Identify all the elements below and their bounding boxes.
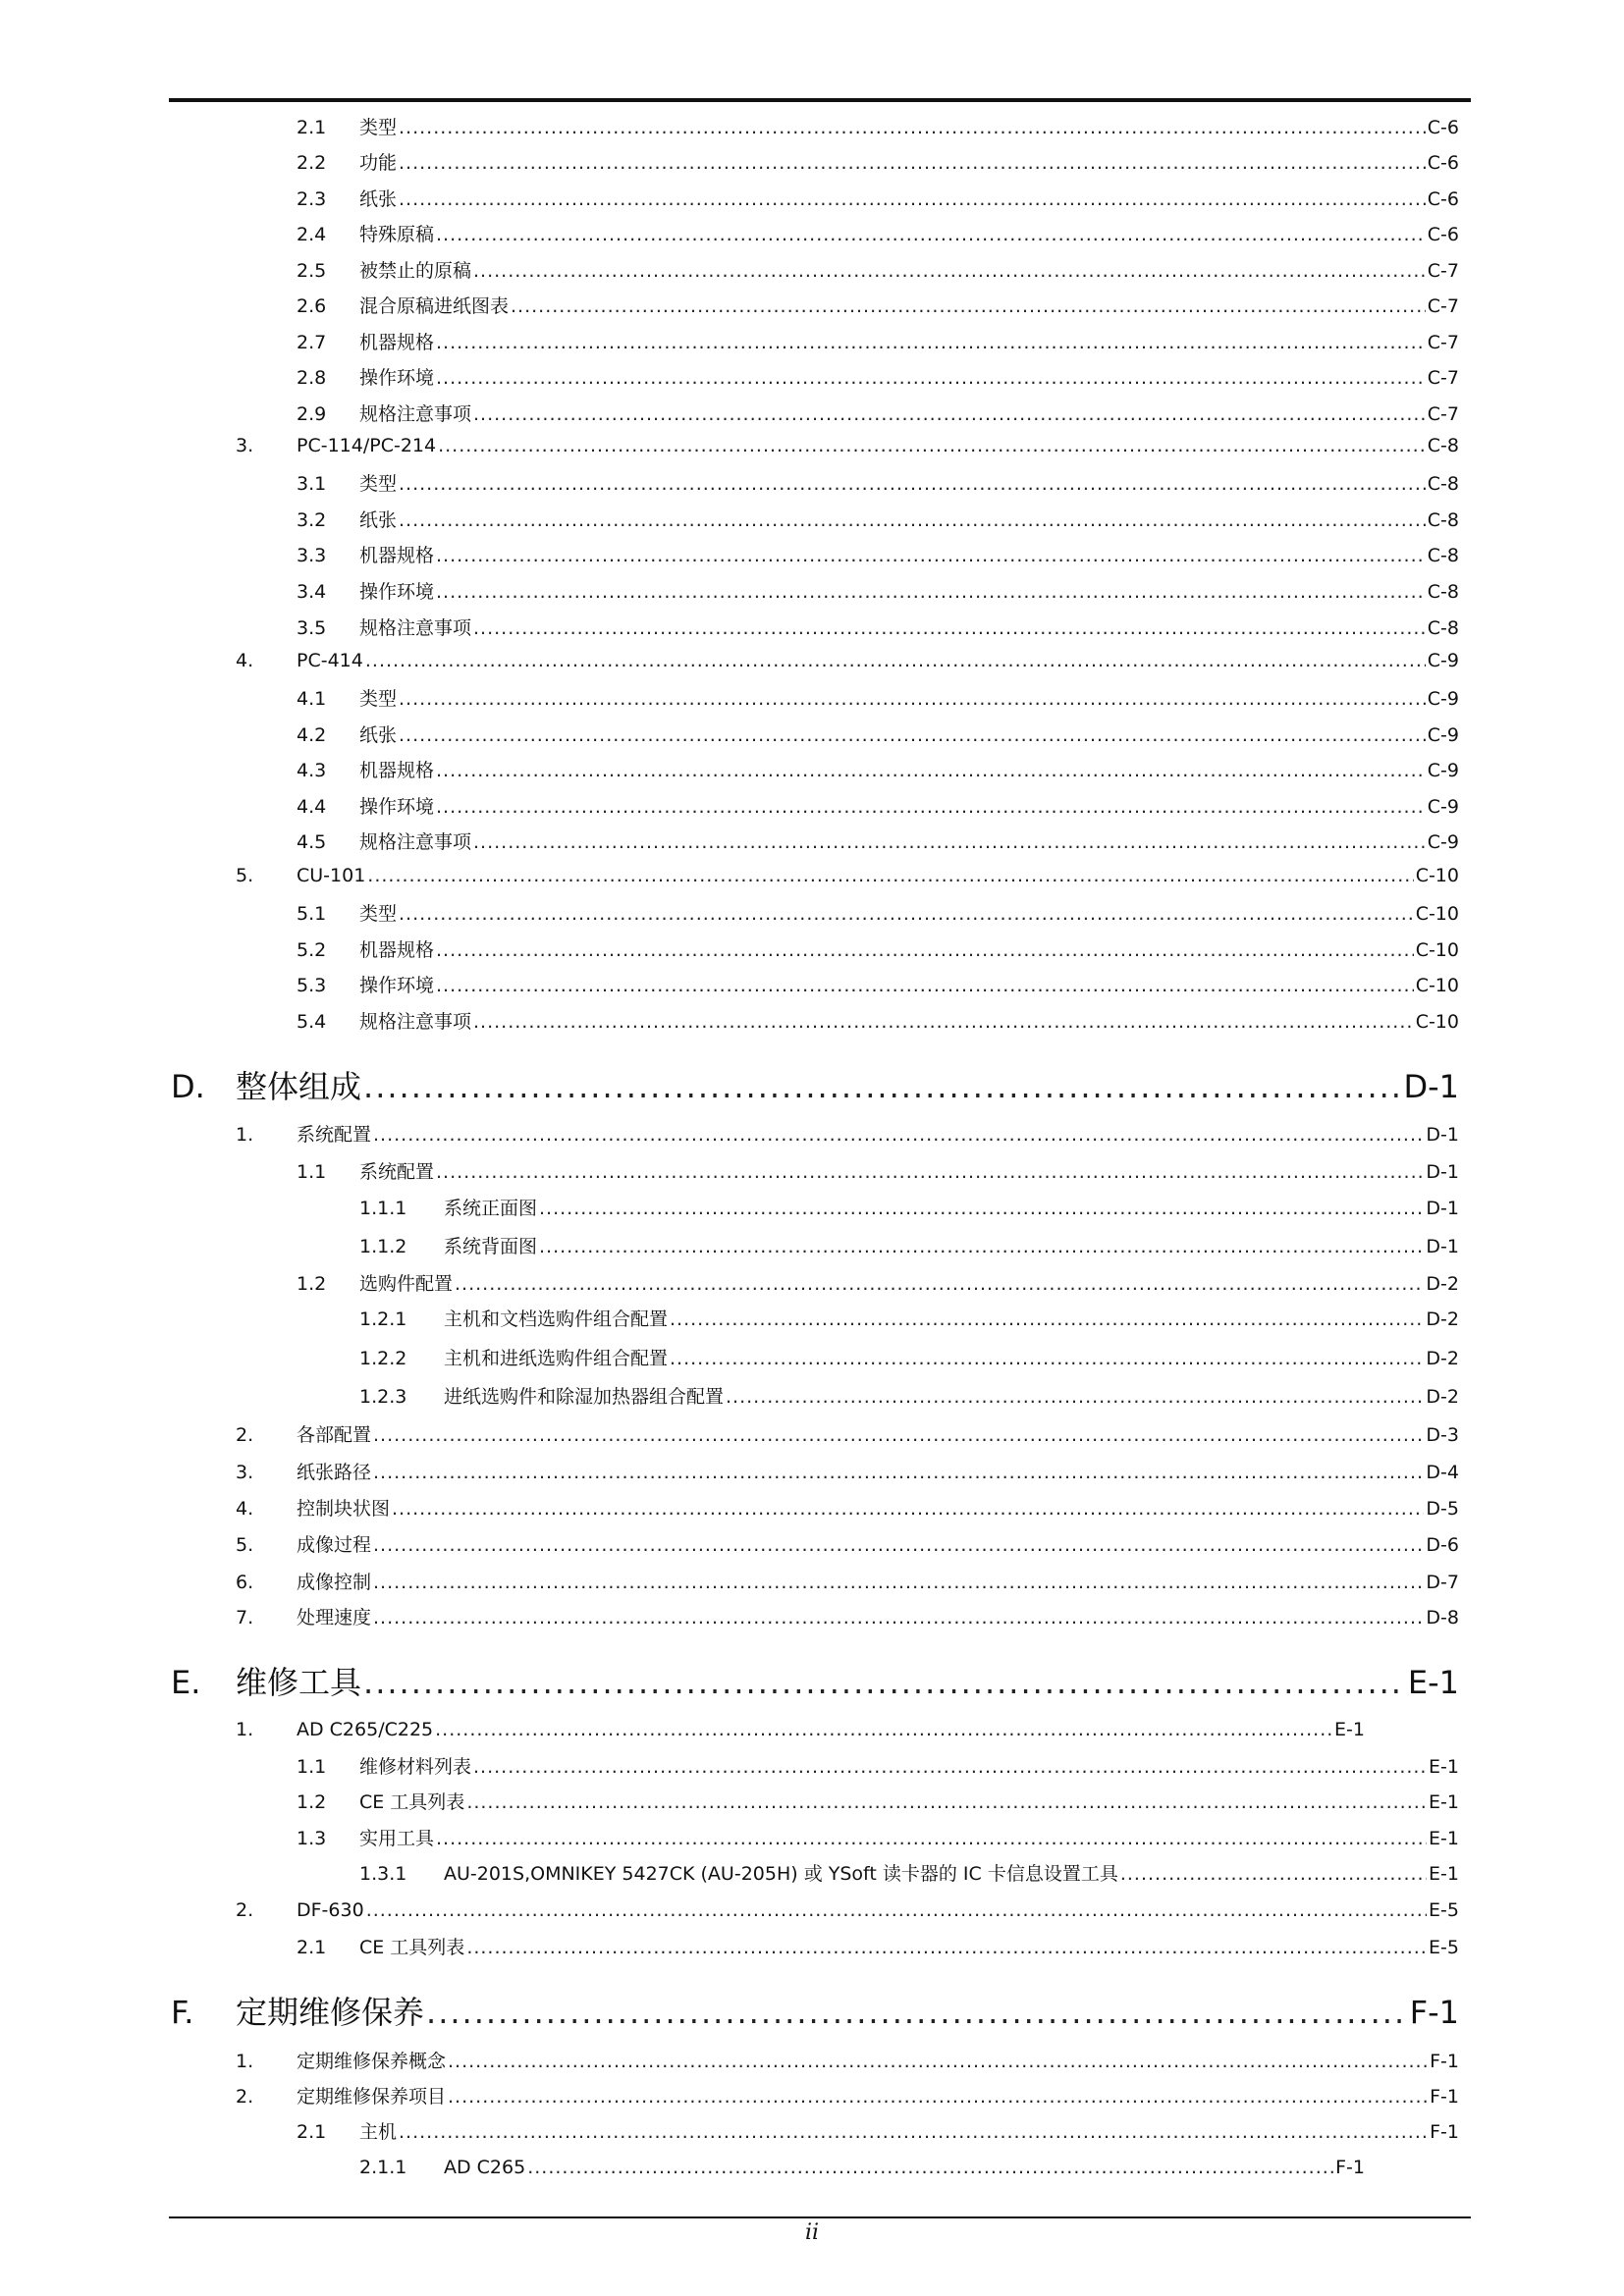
dot-leader [399,154,1426,173]
toc-entry-number: 1.2.3 [359,1386,407,1408]
dot-leader [426,1997,1408,2028]
toc-entry-page: F-1 [1430,2051,1459,2072]
toc-entry-page: C-9 [1427,796,1459,818]
toc-entry-title: 控制块状图 [297,1498,391,1520]
toc-entry[interactable] [236,1464,1459,1482]
toc-entry[interactable] [297,798,1459,817]
toc-entry-number: 2.3 [297,188,327,210]
dot-leader [399,475,1426,494]
toc-entry-title: 系统配置 [297,1124,372,1146]
toc-entry-page: E-1 [1407,1664,1459,1701]
toc-entry-number: 7. [236,1607,254,1629]
toc-entry[interactable] [359,1350,1459,1368]
dot-leader [436,941,1414,960]
toc-entry-title: 各部配置 [297,1424,372,1446]
toc-entry[interactable] [236,2088,1459,2107]
toc-entry-page: E-1 [1429,1828,1459,1849]
toc-entry-number: 1.1.1 [359,1198,407,1219]
dot-leader [365,652,1426,670]
toc-entry[interactable] [236,1901,1459,1920]
toc-entry-page: F-1 [1430,2086,1459,2108]
toc-entry-number: 4.4 [297,796,327,818]
toc-entry-number: 2.6 [297,295,327,317]
toc-entry-number: 5. [236,1534,254,1556]
toc-entry-page: C-7 [1427,367,1459,389]
toc-entry[interactable] [297,154,1459,173]
dot-leader [436,1830,1427,1848]
dot-leader [399,119,1426,137]
toc-entry[interactable] [297,475,1459,494]
dot-leader [539,1200,1424,1218]
toc-entry[interactable] [297,262,1459,281]
toc-entry-title: 主机和进纸选购件组合配置 [444,1348,669,1369]
toc-section-heading[interactable] [171,1664,1459,1701]
toc-entry-number: 1.1 [297,1756,327,1778]
dot-leader [436,547,1426,565]
toc-entry[interactable] [297,1758,1459,1777]
toc-entry[interactable] [236,1126,1459,1145]
toc-entry-page: D-2 [1426,1308,1459,1330]
toc-entry[interactable] [297,2123,1459,2142]
toc-entry-page: D-2 [1426,1386,1459,1408]
toc-entry-number: F. [171,1994,194,2031]
toc-entry[interactable] [297,977,1459,995]
dot-leader [399,690,1426,709]
dot-leader [527,2159,1333,2177]
toc-entry-page: E-1 [1429,1791,1459,1813]
toc-entry-title: 进纸选购件和除湿加热器组合配置 [444,1386,725,1408]
toc-entry-number: 6. [236,1572,254,1593]
toc-entry-title: 纸张路径 [297,1462,372,1483]
toc-entry-page: C-8 [1427,509,1459,531]
dot-leader [363,1667,1406,1698]
toc-entry[interactable] [359,1238,1459,1256]
toc-entry[interactable] [297,190,1459,209]
dot-leader [473,405,1426,424]
toc-entry[interactable] [236,652,1459,670]
dot-leader [466,1793,1427,1812]
toc-entry-title: CE 工具列表 [359,1791,465,1813]
toc-entry-page: D-1 [1426,1236,1459,1257]
toc-entry-number: 5.1 [297,903,327,925]
dot-leader [436,583,1426,602]
toc-entry-page: C-8 [1427,545,1459,566]
toc-entry-title: 机器规格 [359,332,435,353]
toc-entry[interactable] [236,2053,1459,2071]
toc-entry-title: 定期维修保养 [236,1994,425,2031]
dot-leader [373,1426,1424,1445]
dot-leader [511,297,1426,316]
toc-entry-number: 5.4 [297,1011,327,1033]
toc-entry-number: 4.3 [297,760,327,781]
toc-entry-number: 3. [236,435,254,456]
toc-entry-number: 3.5 [297,617,327,639]
toc-entry-number: 3.1 [297,473,327,495]
dot-leader [473,262,1426,281]
toc-entry-page: C-9 [1427,760,1459,781]
toc-entry[interactable] [297,119,1459,137]
toc-entry-number: 3.2 [297,509,327,531]
toc-entry-page: C-6 [1427,117,1459,138]
toc-entry-page: C-8 [1427,435,1459,456]
toc-entry[interactable] [236,1426,1459,1445]
toc-entry-title: 系统背面图 [444,1236,538,1257]
toc-entry-number: 3.3 [297,545,327,566]
footer-page-number: ii [804,2220,820,2245]
toc-entry-page: D-2 [1426,1348,1459,1369]
toc-entry-title: 系统配置 [359,1161,435,1183]
dot-leader [448,2053,1428,2071]
toc-entry-title: AD C265 [444,2157,526,2178]
toc-entry[interactable] [297,583,1459,602]
toc-entry-number: 4. [236,650,254,671]
toc-entry-title: 纸张 [359,724,398,746]
toc-entry-title: 类型 [359,117,398,138]
toc-entry[interactable] [297,334,1459,352]
dot-leader [466,1939,1427,1957]
toc-entry[interactable] [236,1536,1459,1555]
dot-leader [436,369,1426,388]
toc-entry-title: 类型 [359,473,398,495]
toc-entry-page: C-6 [1427,224,1459,245]
toc-entry-page: E-1 [1429,1863,1459,1885]
toc-entry-title: 机器规格 [359,545,435,566]
toc-entry-title: 规格注意事项 [359,1011,472,1033]
toc-entry-page: C-8 [1427,581,1459,603]
toc-entry-title: 处理速度 [297,1607,372,1629]
toc-entry-number: 1. [236,1719,254,1740]
toc-entry-number: 2.5 [297,260,327,282]
toc-entry-page: C-9 [1427,650,1459,671]
dot-leader [436,226,1426,244]
toc-entry[interactable] [297,1275,1459,1294]
toc-entry-number: 4.5 [297,831,327,853]
dot-leader [448,2088,1428,2107]
dot-leader [670,1310,1424,1329]
toc-entry[interactable] [236,1721,1365,1739]
toc-entry-page: C-6 [1427,188,1459,210]
toc-entry-number: 2.1 [297,2121,327,2143]
toc-entry[interactable] [359,1200,1459,1218]
toc-entry-page: D-1 [1426,1124,1459,1146]
toc-entry[interactable] [236,1574,1459,1592]
toc-entry-title: 功能 [359,152,398,174]
toc-entry-number: 5. [236,865,254,886]
toc-entry-number: 1. [236,2051,254,2072]
dot-leader [367,867,1413,885]
toc-entry-page: C-8 [1427,617,1459,639]
toc-entry-page: F-1 [1335,2157,1365,2178]
toc-entry-number: 1.1.2 [359,1236,407,1257]
toc-entry[interactable] [297,547,1459,565]
toc-entry-page: D-1 [1426,1161,1459,1183]
toc-entry-number: 1.2.2 [359,1348,407,1369]
toc-entry-title: 定期维修保养概念 [297,2051,447,2072]
toc-entry-title: 规格注意事项 [359,403,472,425]
toc-entry[interactable] [297,619,1459,638]
toc-entry-number: 4. [236,1498,254,1520]
toc-entry-number: 2. [236,1899,254,1921]
toc-entry-page: C-10 [1415,865,1459,886]
toc-entry[interactable] [297,405,1459,424]
toc-entry-title: 类型 [359,903,398,925]
dot-leader [473,1758,1427,1777]
toc-entry-page: C-8 [1427,473,1459,495]
toc-entry-title: 被禁止的原稿 [359,260,472,282]
toc-entry-number: 2. [236,1424,254,1446]
dot-leader [373,1126,1424,1145]
toc-entry[interactable] [297,1793,1459,1812]
toc-entry-number: 1.2 [297,1791,327,1813]
toc-entry-number: 4.1 [297,688,327,710]
toc-entry[interactable] [236,1609,1459,1628]
toc-entry-page: C-7 [1427,295,1459,317]
dot-leader [399,905,1414,924]
dot-leader [726,1388,1424,1407]
toc-entry-page: D-1 [1426,1198,1459,1219]
toc-entry-title: PC-114/PC-214 [297,435,437,456]
toc-entry[interactable] [236,1500,1459,1519]
toc-entry-page: E-5 [1429,1899,1459,1921]
toc-entry[interactable] [236,867,1459,885]
footer-rule [169,2216,1471,2218]
toc-entry-title: 成像过程 [297,1534,372,1556]
dot-leader [473,1013,1414,1032]
dot-leader [436,334,1426,352]
toc-entry[interactable] [236,437,1459,455]
toc-entry-page: F-1 [1430,2121,1459,2143]
toc-entry[interactable] [359,2159,1365,2177]
toc-entry[interactable] [359,1388,1459,1407]
toc-entry-page: C-7 [1427,260,1459,282]
toc-entry-title: 主机和文档选购件组合配置 [444,1308,669,1330]
toc-entry-title: 纸张 [359,509,398,531]
toc-entry-page: F-1 [1409,1994,1459,2031]
toc-entry-title: CU-101 [297,865,366,886]
toc-entry-title: 机器规格 [359,760,435,781]
toc-entry-title: 操作环境 [359,975,435,996]
toc-entry-title: AU-201S,OMNIKEY 5427CK (AU-205H) 或 YSoft 读卡器的 IC 卡信息设置工具 [444,1863,1118,1885]
toc-entry-title: 选购件配置 [359,1273,454,1295]
toc-section-heading[interactable] [171,1994,1459,2031]
dot-leader [373,1574,1424,1592]
toc-entry-title: 纸张 [359,188,398,210]
toc-entry-page: D-5 [1426,1498,1459,1520]
toc-entry-title: PC-414 [297,650,363,671]
toc-entry-title: 类型 [359,688,398,710]
toc-entry-number: 2.1 [297,1937,327,1958]
toc-entry-page: E-1 [1429,1756,1459,1778]
dot-leader [473,619,1426,638]
toc-entry-title: 定期维修保养项目 [297,2086,447,2108]
toc-entry-number: 1.1 [297,1161,327,1183]
toc-entry-number: 3. [236,1462,254,1483]
toc-entry-title: 维修材料列表 [359,1756,472,1778]
toc-entry[interactable] [297,726,1459,745]
toc-entry-number: 3.4 [297,581,327,603]
toc-entry[interactable] [297,1830,1459,1848]
toc-entry-number: 2. [236,2086,254,2108]
toc-entry-page: D-1 [1403,1068,1459,1105]
toc-entry[interactable] [297,511,1459,530]
dot-leader [539,1238,1424,1256]
toc-entry-title: 操作环境 [359,367,435,389]
toc-entry-title: 规格注意事项 [359,831,472,853]
dot-leader [373,1609,1424,1628]
toc-entry-title: 机器规格 [359,939,435,961]
toc-entry-page: C-7 [1427,403,1459,425]
dot-leader [455,1275,1424,1294]
toc-entry-title: 操作环境 [359,796,435,818]
toc-entry-page: C-10 [1415,903,1459,925]
dot-leader [436,798,1426,817]
dot-leader [436,977,1414,995]
dot-leader [399,511,1426,530]
toc-entry-title: 成像控制 [297,1572,372,1593]
toc-entry[interactable] [297,1013,1459,1032]
dot-leader [363,1071,1401,1102]
toc-entry-title: CE 工具列表 [359,1937,465,1958]
toc-entry-number: 1.3.1 [359,1863,407,1885]
toc-entry-page: D-6 [1426,1534,1459,1556]
toc-entry-title: 实用工具 [359,1828,435,1849]
toc-entry-title: DF-630 [297,1899,364,1921]
dot-leader [399,2123,1428,2142]
toc-entry-page: D-8 [1426,1607,1459,1629]
dot-leader [670,1350,1424,1368]
toc-entry-title: AD C265/C225 [297,1719,434,1740]
toc-entry-title: 主机 [359,2121,398,2143]
toc-entry[interactable] [297,1939,1459,1957]
toc-entry-page: C-10 [1415,1011,1459,1033]
toc-entry-number: 2.1.1 [359,2157,407,2178]
dot-leader [436,762,1426,780]
dot-leader [438,437,1426,455]
toc-entry-title: 操作环境 [359,581,435,603]
dot-leader [373,1536,1424,1555]
toc-entry-number: 5.3 [297,975,327,996]
toc-entry-title: 整体组成 [236,1068,362,1105]
toc-entry-page: E-5 [1429,1937,1459,1958]
toc-entry[interactable] [359,1310,1459,1329]
toc-entry-number: D. [171,1068,205,1105]
toc-entry-number: 2.7 [297,332,327,353]
dot-leader [436,1163,1424,1182]
toc-entry-page: D-7 [1426,1572,1459,1593]
toc-entry-number: 2.1 [297,117,327,138]
toc-entry[interactable] [297,690,1459,709]
toc-entry-title: 特殊原稿 [359,224,435,245]
toc-entry[interactable] [297,833,1459,852]
toc-entry-page: D-3 [1426,1424,1459,1446]
toc-entry-number: 2.2 [297,152,327,174]
toc-entry-page: C-6 [1427,152,1459,174]
dot-leader [366,1901,1427,1920]
toc-entry-page: C-9 [1427,831,1459,853]
dot-leader [1120,1865,1427,1884]
dot-leader [473,833,1426,852]
toc-entry-number: 5.2 [297,939,327,961]
toc-entry-page: E-1 [1334,1719,1365,1740]
toc-entry[interactable] [297,369,1459,388]
dot-leader [435,1721,1332,1739]
toc-entry-number: 4.2 [297,724,327,746]
dot-leader [399,190,1426,209]
toc-entry-page: C-10 [1415,975,1459,996]
toc-entry-page: C-10 [1415,939,1459,961]
toc-entry[interactable] [297,1163,1459,1182]
toc-entry-page: C-7 [1427,332,1459,353]
toc-entry[interactable] [297,941,1459,960]
toc-entry-title: 维修工具 [236,1664,362,1701]
toc-entry[interactable] [359,1865,1459,1884]
dot-leader [392,1500,1424,1519]
toc-entry-page: D-2 [1426,1273,1459,1295]
toc-entry[interactable] [297,905,1459,924]
toc-entry-title: 系统正面图 [444,1198,538,1219]
toc-entry-number: 1.2 [297,1273,327,1295]
toc-entry-page: C-9 [1427,688,1459,710]
toc-entry-number: 2.8 [297,367,327,389]
dot-leader [399,726,1426,745]
toc-entry-page: C-9 [1427,724,1459,746]
toc-section-heading[interactable] [171,1068,1459,1105]
toc-entry-number: 2.9 [297,403,327,425]
toc-entry-page: D-4 [1426,1462,1459,1483]
toc-entry-number: 1. [236,1124,254,1146]
toc-entry-number: 1.2.1 [359,1308,407,1330]
toc-entry[interactable] [297,226,1459,244]
toc-entry-title: 规格注意事项 [359,617,472,639]
dot-leader [373,1464,1424,1482]
toc-entry[interactable] [297,762,1459,780]
toc-entry-title: 混合原稿进纸图表 [359,295,510,317]
toc-entry-number: 1.3 [297,1828,327,1849]
toc-entry-number: E. [171,1664,201,1701]
toc-entry-number: 2.4 [297,224,327,245]
toc-entry[interactable] [297,297,1459,316]
